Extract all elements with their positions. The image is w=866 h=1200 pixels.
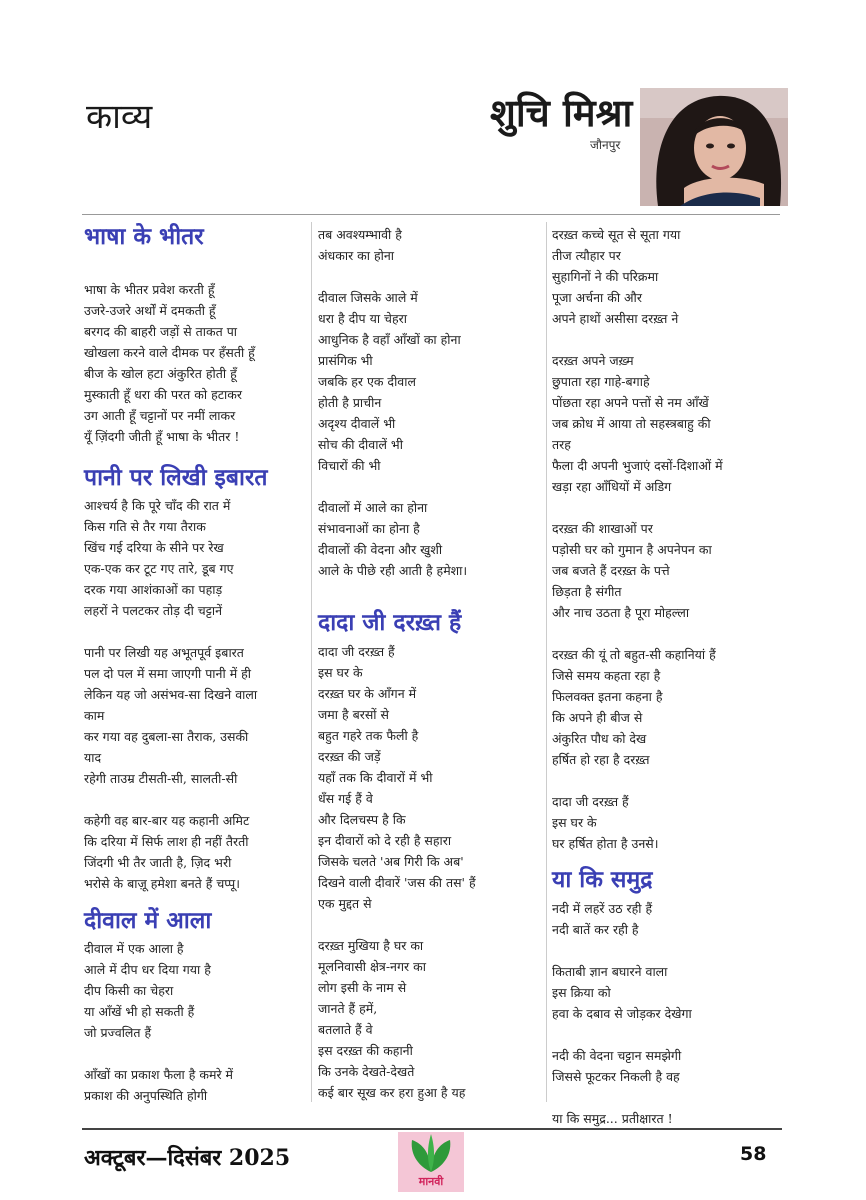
poem-line: और दिलचस्प है कि xyxy=(318,812,406,827)
poem-line: एक मुद्दत से xyxy=(318,896,372,911)
poem-samudra-stanza-4 xyxy=(552,1108,780,1129)
poem-line: दरख़्त की शाखाओं पर xyxy=(552,521,653,536)
poem-line: पड़ोसी घर को गुमान है अपनेपन का xyxy=(552,542,712,557)
poem-line: संभावनाओं का होना है xyxy=(318,521,420,536)
author-place: जौनपुर xyxy=(590,138,621,152)
poem-line: इस घर के xyxy=(552,815,597,830)
poem-pani-stanza-2 xyxy=(84,642,306,789)
leaf-icon xyxy=(398,1132,464,1176)
poem-line: जबकि हर एक दीवाल xyxy=(318,374,416,389)
header-divider xyxy=(82,214,780,215)
poem-samudra-stanza-3 xyxy=(552,1045,780,1087)
logo-text: मानवी xyxy=(418,1175,444,1188)
poem-line: बतलाते हैं वे xyxy=(318,1022,373,1037)
poem-line: काम xyxy=(84,708,105,723)
page-number: 58 xyxy=(740,1143,767,1165)
poem-line: खड़ा रहा आँधियों में अडिग xyxy=(552,479,672,494)
poem-line: कई बार सूख कर हरा हुआ है यह xyxy=(318,1085,466,1100)
footer-divider xyxy=(82,1128,782,1130)
poem-line: लोग इसी के नाम से xyxy=(318,980,407,995)
poem-line: जिसे समय कहता रहा है xyxy=(552,668,661,683)
poem-line: लेकिन यह जो असंभव-सा दिखने वाला xyxy=(84,687,258,702)
poem-line: दीवालों में आले का होना xyxy=(318,500,428,515)
poem-line: पानी पर लिखी यह अभूतपूर्व इबारत xyxy=(84,645,244,660)
author-name: शुचि मिश्रा xyxy=(490,91,633,135)
poem-line: आश्चर्य है कि पूरे चाँद की रात में xyxy=(84,498,231,513)
poem-line: बरगद की बाहरी जड़ों से ताकत पा xyxy=(84,324,238,339)
poem-line: भरोसे के बाज़ू हमेशा बनते हैं चप्पू। xyxy=(84,876,240,891)
poem-title-pani: पानी पर लिखी इबारत xyxy=(84,465,268,491)
poem-title-samudra: या कि समुद्र xyxy=(552,867,653,893)
issue-date: अक्टूबर—दिसंबर 2025 xyxy=(84,1145,291,1171)
poem-line: प्रकाश की अनुपस्थिति होगी xyxy=(84,1088,208,1103)
poem-line: किताबी ज्ञान बघारने वाला xyxy=(552,964,668,979)
dada-continued-stanza-1 xyxy=(552,224,780,329)
poem-line: नदी की वेदना चट्टान समझेगी xyxy=(552,1048,682,1063)
poem-line: जानते हैं हमें, xyxy=(318,1001,378,1016)
poem-title-deewal: दीवाल में आला xyxy=(84,908,212,934)
deewal-continued-stanza-1 xyxy=(318,224,548,266)
poem-line: और नाच उठता है पूरा मोहल्ला xyxy=(552,605,690,620)
column-2 xyxy=(318,224,548,1103)
poem-line: आले के पीछे रही आती है हमेशा। xyxy=(318,563,468,578)
dada-continued-stanza-3 xyxy=(552,518,780,623)
poem-line: सुहागिनों ने की परिक्रमा xyxy=(552,269,659,284)
dada-continued-stanza-2 xyxy=(552,350,780,497)
poem-line: उग आती हूँ चट्टानों पर नमीं लाकर xyxy=(84,408,236,423)
poem-line: कि उनके देखते-देखते xyxy=(318,1064,415,1079)
poem-line: कि दरिया में सिर्फ लाश ही नहीं तैरती xyxy=(84,834,249,849)
poem-line: इन दीवारों को दे रही है सहारा xyxy=(318,833,452,848)
poem-line: भाषा के भीतर प्रवेश करती हूँ xyxy=(84,282,215,297)
poem-line: रहेगी ताउम्र टीसती-सी, सालती-सी xyxy=(84,771,238,786)
poem-line: जब क्रोध में आया तो सहस्त्रबाहु की xyxy=(552,416,711,431)
poem-line: जिससे फूटकर निकली है वह xyxy=(552,1069,680,1084)
poem-line: दीवाल जिसके आले में xyxy=(318,290,418,305)
poem-pani-stanza-3 xyxy=(84,810,306,894)
poem-line: नदी में लहरें उठ रही हैं xyxy=(552,901,653,916)
poem-line: दरख़्त की जड़ें xyxy=(318,749,381,764)
poem-line: खिंच गई दरिया के सीने पर रेख xyxy=(84,540,224,555)
poem-title-dada: दादा जी दरख़्त हैं xyxy=(318,610,462,636)
poem-line: पल दो पल में समा जाएगी पानी में ही xyxy=(84,666,252,681)
poem-line: कर गया वह दुबला-सा तैराक, उसकी xyxy=(84,729,249,744)
poem-line: खोखला करने वाले दीमक पर हँसती हूँ xyxy=(84,345,255,360)
poem-line: आले में दीप धर दिया गया है xyxy=(84,962,211,977)
poem-line: आँखों का प्रकाश फैला है कमरे में xyxy=(84,1067,234,1082)
poem-line: इस क्रिया को xyxy=(552,985,611,1000)
poem-line: यूँ ज़िंदगी जीती हूँ भाषा के भीतर ! xyxy=(84,429,240,444)
poem-line: बहुत गहरे तक फैली है xyxy=(318,728,419,743)
deewal-continued-stanza-3 xyxy=(318,497,548,581)
poem-line: एक-एक कर टूट गए तारे, डूब गए xyxy=(84,561,234,576)
poem-line: धँस गई हैं वे xyxy=(318,791,373,806)
poem-line: दीवालों की वेदना और खुशी xyxy=(318,542,443,557)
poem-line: या कि समुद्र... प्रतीक्षारत ! xyxy=(552,1111,673,1126)
poem-line: अपने हाथों असीसा दरख़्त ने xyxy=(552,311,679,326)
poem-bhasha-stanza xyxy=(84,279,306,447)
poem-line: दीप किसी का चेहरा xyxy=(84,983,174,998)
section-label: काव्य xyxy=(86,97,153,137)
poem-line: दरख़्त मुखिया है घर का xyxy=(318,938,424,953)
poem-line: अदृश्य दीवालें भी xyxy=(318,416,396,431)
poem-dada-stanza-1 xyxy=(318,641,548,914)
poem-line: प्रासंगिक भी xyxy=(318,353,373,368)
poem-line: याद xyxy=(84,750,102,765)
poem-line: विचारों की भी xyxy=(318,458,381,473)
poem-deewal-stanza-2 xyxy=(84,1064,306,1106)
column-divider-1 xyxy=(311,222,312,1102)
column-1 xyxy=(84,224,306,1106)
poem-line: पूजा अर्चना की और xyxy=(552,290,642,305)
poem-dada-stanza-2 xyxy=(318,935,548,1103)
poem-line: इस घर के xyxy=(318,665,363,680)
poem-line: छुपाता रहा गाहे-बगाहे xyxy=(552,374,650,389)
poem-line: दरख़्त अपने जख़्म xyxy=(552,353,634,368)
poem-line: जिंदगी भी तैर जाती है, ज़िद भरी xyxy=(84,855,232,870)
poem-title-bhasha: भाषा के भीतर xyxy=(84,224,204,250)
poem-samudra-stanza-2 xyxy=(552,961,780,1024)
poem-line: अंकुरित पौध को देख xyxy=(552,731,647,746)
poem-line: या आँखें भी हो सकती हैं xyxy=(84,1004,195,1019)
dada-continued-stanza-5 xyxy=(552,791,780,854)
poem-line: हर्षित हो रहा है दरख़्त xyxy=(552,752,650,767)
poem-line: नदी बातें कर रही है xyxy=(552,922,639,937)
poem-line: लहरों ने पलटकर तोड़ दी चट्टानें xyxy=(84,603,223,618)
poem-line: दीवाल में एक आला है xyxy=(84,941,184,956)
poem-line: इस दरख़्त की कहानी xyxy=(318,1043,413,1058)
poem-line: मूलनिवासी क्षेत्र-नगर का xyxy=(318,959,426,974)
poem-line: दरख़्त की यूं तो बहुत-सी कहानियां हैं xyxy=(552,647,716,662)
poem-line: अंधकार का होना xyxy=(318,248,395,263)
poem-line: यहाँ तक कि दीवारों में भी xyxy=(318,770,433,785)
poem-pani-stanza-1 xyxy=(84,495,306,621)
poem-line: किस गति से तैर गया तैराक xyxy=(84,519,206,534)
poem-deewal-stanza-1 xyxy=(84,938,306,1043)
poem-line: हवा के दबाव से जोड़कर देखेगा xyxy=(552,1006,692,1021)
deewal-continued-stanza-2 xyxy=(318,287,548,476)
poem-line: जमा है बरसों से xyxy=(318,707,389,722)
poem-line: जब बजते हैं दरख़्त के पत्ते xyxy=(552,563,670,578)
poem-line: तरह xyxy=(552,437,571,452)
poem-line: कि अपने ही बीज से xyxy=(552,710,643,725)
column-3 xyxy=(552,224,780,1129)
author-portrait-image xyxy=(640,88,788,206)
poem-line: दरख़्त कच्चे सूत से सूता गया xyxy=(552,227,681,242)
poem-line: दिखने वाली दीवारें 'जस की तस' हैं xyxy=(318,875,476,890)
poem-line: धरा है दीप या चेहरा xyxy=(318,311,407,326)
poem-line: पोंछता रहा अपने पत्तों से नम आँखें xyxy=(552,395,709,410)
poem-line: दादा जी दरख़्त हैं xyxy=(552,794,629,809)
poem-line: घर हर्षित होता है उनसे। xyxy=(552,836,659,851)
poem-line: दरक गया आशंकाओं का पहाड़ xyxy=(84,582,223,597)
poem-line: जो प्रज्वलित हैं xyxy=(84,1025,152,1040)
dada-continued-stanza-4 xyxy=(552,644,780,770)
poem-line: आधुनिक है वहाँ आँखों का होना xyxy=(318,332,461,347)
magazine-logo xyxy=(398,1132,464,1192)
poem-line: उजरे-उजरे अर्थों में दमकती हूँ xyxy=(84,303,216,318)
poem-line: सोच की दीवालें भी xyxy=(318,437,403,452)
poem-line: तब अवश्यम्भावी है xyxy=(318,227,402,242)
poem-line: दरख़्त घर के आँगन में xyxy=(318,686,417,701)
poem-samudra-stanza-1 xyxy=(552,898,780,940)
author-photo xyxy=(640,88,788,206)
poem-line: छिड़ता है संगीत xyxy=(552,584,622,599)
poem-line: फिलवक्त इतना कहना है xyxy=(552,689,663,704)
poem-line: दादा जी दरख़्त हैं xyxy=(318,644,395,659)
poem-line: जिसके चलते 'अब गिरी कि अब' xyxy=(318,854,464,869)
poem-line: कहेगी वह बार-बार यह कहानी अमिट xyxy=(84,813,250,828)
poem-line: फैला दी अपनी भुजाएं दसों-दिशाओं में xyxy=(552,458,723,473)
poem-line: तीज त्यौहार पर xyxy=(552,248,621,263)
poem-line: मुस्काती हूँ धरा की परत को हटाकर xyxy=(84,387,242,402)
poem-line: बीज के खोल हटा अंकुरित होती हूँ xyxy=(84,366,237,381)
poem-line: होती है प्राचीन xyxy=(318,395,382,410)
